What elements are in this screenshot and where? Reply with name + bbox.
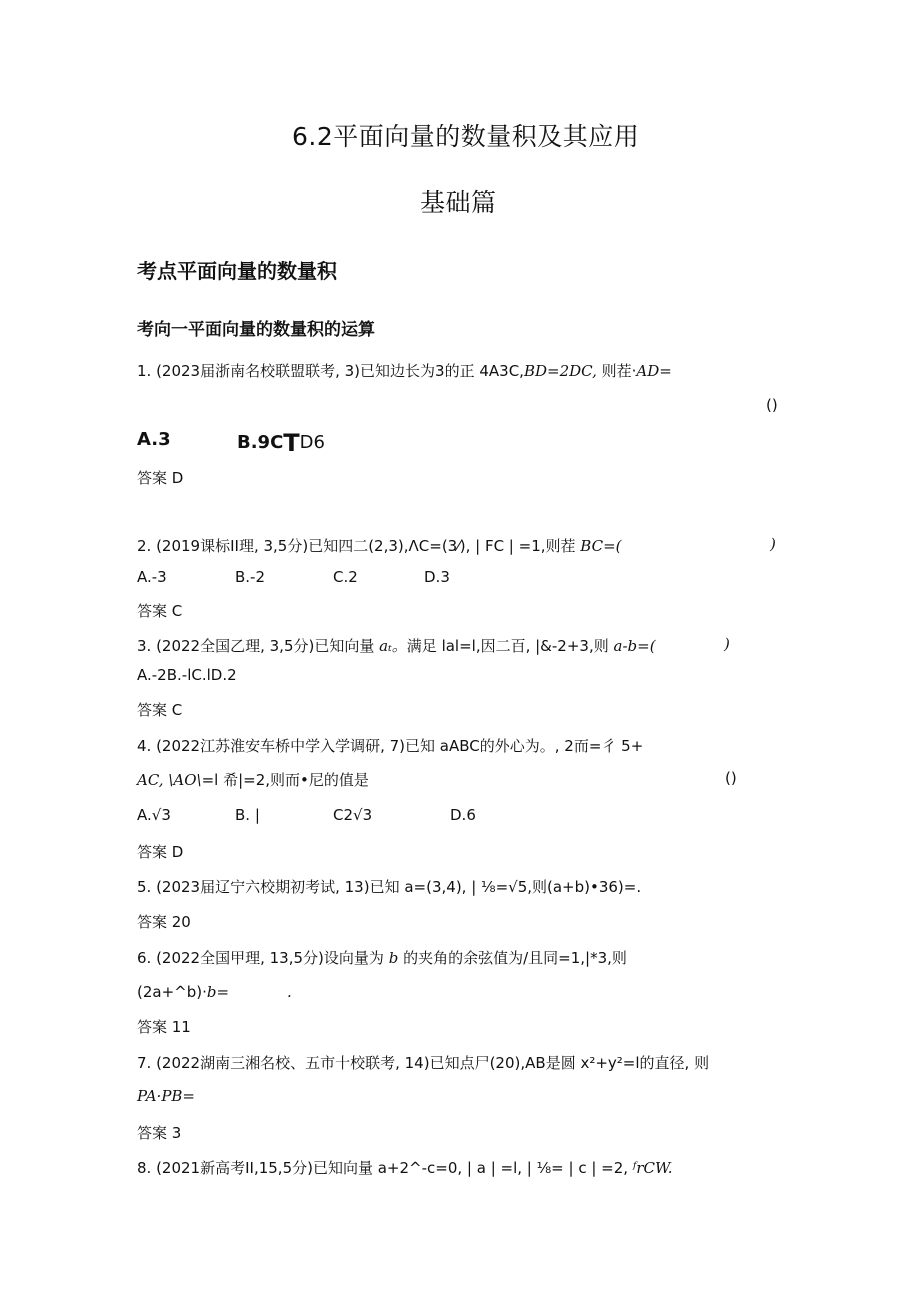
question-4-line-2 xyxy=(137,769,369,790)
question-5-answer: 答案 20 xyxy=(137,913,191,931)
question-2-option-b: B.-2 xyxy=(235,568,266,586)
question-1 xyxy=(137,360,672,381)
question-2 xyxy=(137,535,622,556)
page-subtitle: 基础篇 xyxy=(420,188,497,217)
question-5: 5. (2023届辽宁六校期初考试, 13)已知 a=(3,4), | ⅛=√5,则(a+b)•36)=. xyxy=(137,878,642,896)
question-2-text: 2. (2019课标II理, 3,5分)已知四二(2,3),ΛC=(3⁄), | FC | =1,则茬 xyxy=(137,537,576,555)
question-6-blank-end: . xyxy=(287,983,292,1001)
question-6-formula: b xyxy=(388,949,399,967)
question-7-answer: 答案 3 xyxy=(137,1124,182,1142)
question-1-text-2: 则茬· xyxy=(601,362,637,380)
question-3-formula-2: a-b=( xyxy=(613,637,656,655)
question-4-formula: AC, \AO\ xyxy=(137,771,202,789)
question-3-answer: 答案 C xyxy=(137,701,183,719)
question-6-answer: 答案 11 xyxy=(137,1018,191,1036)
question-1-text: 1. (2023届浙南名校联盟联考, 3)已知边长为3的正 4A3C, xyxy=(137,362,524,380)
question-7-formula: PA·PB= xyxy=(137,1087,196,1105)
question-1-option-c-glyph: T xyxy=(283,429,300,457)
question-6-line-2 xyxy=(137,983,292,1001)
question-2-paren: ) xyxy=(770,535,776,553)
question-3-text: 3. (2022全国乙理, 3,5分)已知向量 xyxy=(137,637,375,655)
question-2-formula: BC=( xyxy=(580,537,622,555)
question-8 xyxy=(137,1157,673,1178)
question-1-option-b xyxy=(237,429,325,457)
question-3-formula: aₜ。 xyxy=(379,637,407,655)
question-1-formula: BD=2DC, xyxy=(523,362,597,380)
section-heading: 考点平面向量的数量积 xyxy=(137,259,337,283)
question-6-text-2: 的夹角的余弦值为/且同=1,|*3,则 xyxy=(403,949,627,967)
question-4-option-d: D.6 xyxy=(450,806,476,824)
question-2-option-c: C.2 xyxy=(333,568,358,586)
question-7: 7. (2022湖南三湘名校、五市十校联考, 14)已知点尸(20),AB是圆 x²+y²=l的直径, 则 xyxy=(137,1054,710,1072)
question-6-formula-2: b= xyxy=(206,983,230,1001)
page-title: 6.2平面向量的数量积及其应用 xyxy=(292,122,640,151)
question-8-formula: ᶠrCW. xyxy=(632,1159,673,1177)
question-3-paren: ) xyxy=(724,635,730,653)
question-2-option-a: A.-3 xyxy=(137,568,167,586)
question-6-expr: (2a+^b)· xyxy=(137,983,207,1001)
question-1-option-d-text: D6 xyxy=(299,432,325,453)
question-1-option-a: A.3 xyxy=(137,429,171,450)
question-4-paren: () xyxy=(725,769,737,787)
subsection-heading: 考向一平面向量的数量积的运算 xyxy=(137,320,375,340)
question-3-text-2: 满足 lal=l,因二百, |&-2+3,则 xyxy=(406,637,609,655)
question-4-text-2: =l 希|=2,则而•尼的值是 xyxy=(201,771,369,789)
question-4-option-b: B. | xyxy=(235,806,260,824)
question-8-text: 8. (2021新高考II,15,5分)已知向量 a+2^-c=0, | a | =l, | ⅛= | c | =2, xyxy=(137,1159,629,1177)
question-6-text: 6. (2022全国甲理, 13,5分)设向量为 xyxy=(137,949,384,967)
question-4: 4. (2022江苏淮安车桥中学入学调研, 7)已知 aABC的外心为。, 2而=彳 5+ xyxy=(137,737,644,755)
question-2-option-d: D.3 xyxy=(424,568,450,586)
question-1-option-b-text: B.9C xyxy=(237,432,284,453)
question-3-options: A.-2B.-lC.lD.2 xyxy=(137,666,237,684)
question-2-answer: 答案 C xyxy=(137,602,183,620)
question-4-option-c: C2√3 xyxy=(333,806,373,824)
question-1-formula-2: AD= xyxy=(636,362,672,380)
question-4-option-a: A.√3 xyxy=(137,806,171,824)
question-3 xyxy=(137,635,656,656)
question-1-answer: 答案 D xyxy=(137,469,184,487)
question-6 xyxy=(137,947,627,968)
question-1-paren: () xyxy=(766,396,778,414)
question-4-answer: 答案 D xyxy=(137,843,184,861)
